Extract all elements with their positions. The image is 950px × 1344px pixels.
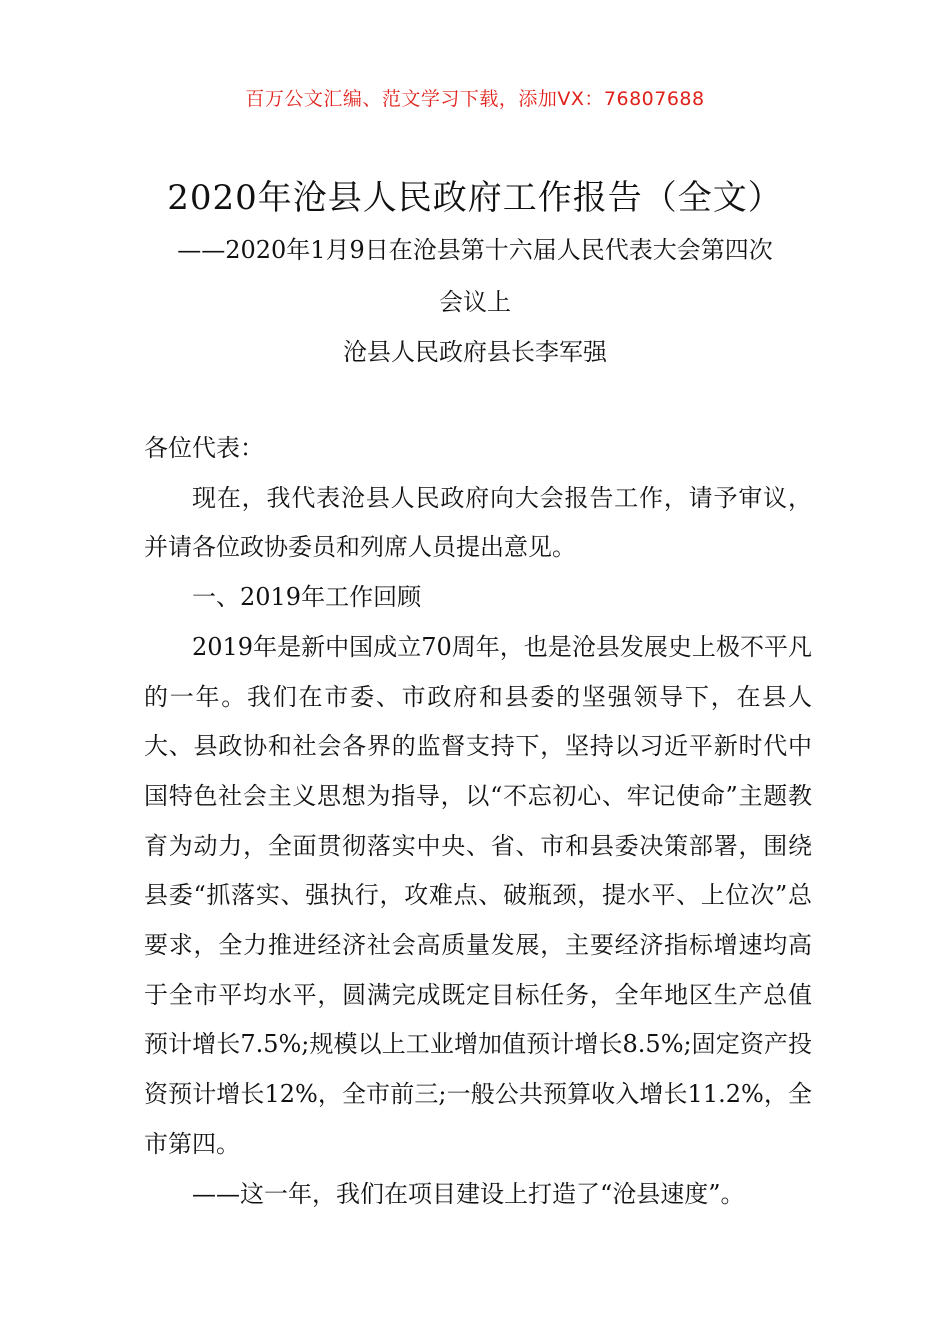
- document-title: 2020年沧县人民政府工作报告（全文）: [167, 178, 783, 218]
- section-heading: 一、2019年工作回顾: [192, 583, 422, 612]
- document-body: [144, 424, 812, 1219]
- author-line: 沧县人民政府县长李军强: [343, 338, 607, 366]
- subtitle-line-2: 会议上: [439, 288, 511, 316]
- subtitle-line-1: ——2020年1月9日在沧县第十六届人民代表大会第四次: [177, 236, 773, 264]
- header-note: 百万公文汇编、范文学习下载，添加VX：76807688: [245, 88, 705, 110]
- paragraph: ——这一年，我们在项目建设上打造了“沧县速度”。: [192, 1179, 745, 1208]
- paragraph: 2019年是新中国成立70周年，也是沧县发展史上极不平凡的一年。我们在市委、市政府和县委的坚强领导下，在县人大、县政协和社会各界的监督支持下，坚持以习近平新时代中国特色社会主义思想为指导，以“不忘初心、牢记使命”主题教育为动力，全面贯彻落实中央、省、市和县委决策部署，围绕县委“抓落实、强执行，攻难点、破瓶颈，提水平、上位次”总要求，全力推进经济社会高质量发展，主要经济指标增速均高于全市平均水平，圆满完成既定目标任务，全年地区生产总值预计增长7.5%;规模以上工业增加值预计增长8.5%;固定资产投资预计增长12%，全市前三;一般公共预算收入增长11.2%，全市第四。: [144, 632, 812, 1158]
- paragraph: 现在，我代表沧县人民政府向大会报告工作，请予审议，并请各位政协委员和列席人员提出意见。: [144, 483, 812, 562]
- salutation: 各位代表：: [144, 434, 264, 462]
